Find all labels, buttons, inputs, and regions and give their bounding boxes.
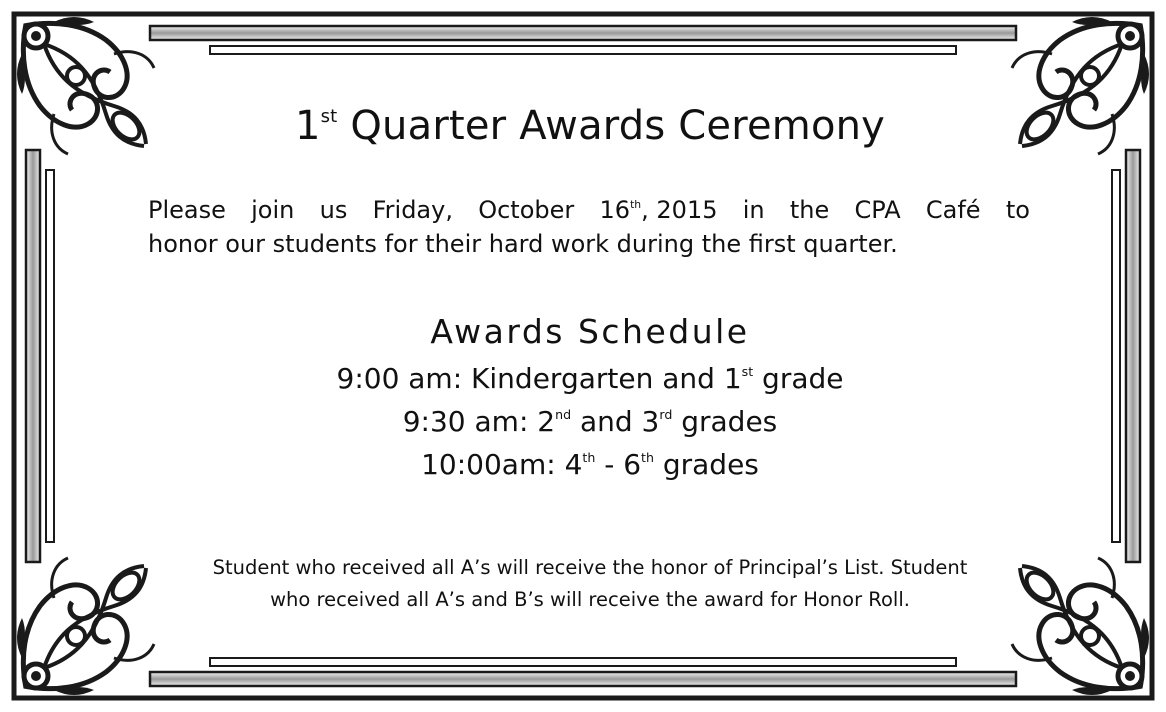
title-superscript: st [320,105,338,127]
page-title [150,103,1030,149]
date-day-suffix: th [630,197,642,211]
invitation-line-1 [148,193,1030,227]
schedule-text: 10:00am: 4 [421,448,583,481]
date-day: 16 [599,196,631,224]
word: us [319,196,348,224]
word: October [478,196,575,224]
schedule-text: grades [653,448,759,481]
corner-ornament-bottom-left [17,558,154,695]
invitation-paragraph [148,193,1030,261]
schedule-item [150,405,1030,438]
note-line-1: Student who received all A’s will receive the honor of Principal’s List. Student [212,556,968,579]
corner-ornament-top-left [17,17,154,154]
corner-ornament-bottom-right [1012,558,1149,695]
date-fragment [600,193,718,227]
schedule-text: - 6 [595,448,642,481]
note-line-2: who received all A’s and B’s will receive the award for Honor Roll. [270,588,910,611]
word: Café [925,196,981,224]
corner-ornament-top-right [1012,17,1149,154]
schedule-item [150,448,1030,481]
award-criteria-note [150,552,1030,616]
schedule-text: grades [672,405,778,438]
schedule-suffix: th [641,450,654,466]
word: the [789,196,830,224]
date-year: , 2015 [641,196,718,224]
schedule-item [150,362,1030,395]
title-number: 1 [294,103,321,149]
schedule-suffix: th [582,450,596,466]
schedule-heading: Awards Schedule [430,312,750,351]
schedule-text: 9:30 am: 2 [402,405,556,438]
title-text: Quarter Awards Ceremony [337,103,886,149]
schedule-text: grade [753,362,844,395]
word: Friday, [372,196,453,224]
schedule-text: and 3 [571,405,660,438]
word: Please [148,196,226,224]
word: CPA [854,196,901,224]
schedule-suffix: st [741,364,754,380]
schedule-suffix: nd [555,407,572,423]
word: to [1005,196,1030,224]
invitation-line-2: honor our students for their hard work during the first quarter. [148,230,898,258]
schedule-text: 9:00 am: Kindergarten and 1 [336,362,742,395]
schedule-suffix: rd [659,407,673,423]
word: join [251,196,295,224]
word: in [742,196,765,224]
